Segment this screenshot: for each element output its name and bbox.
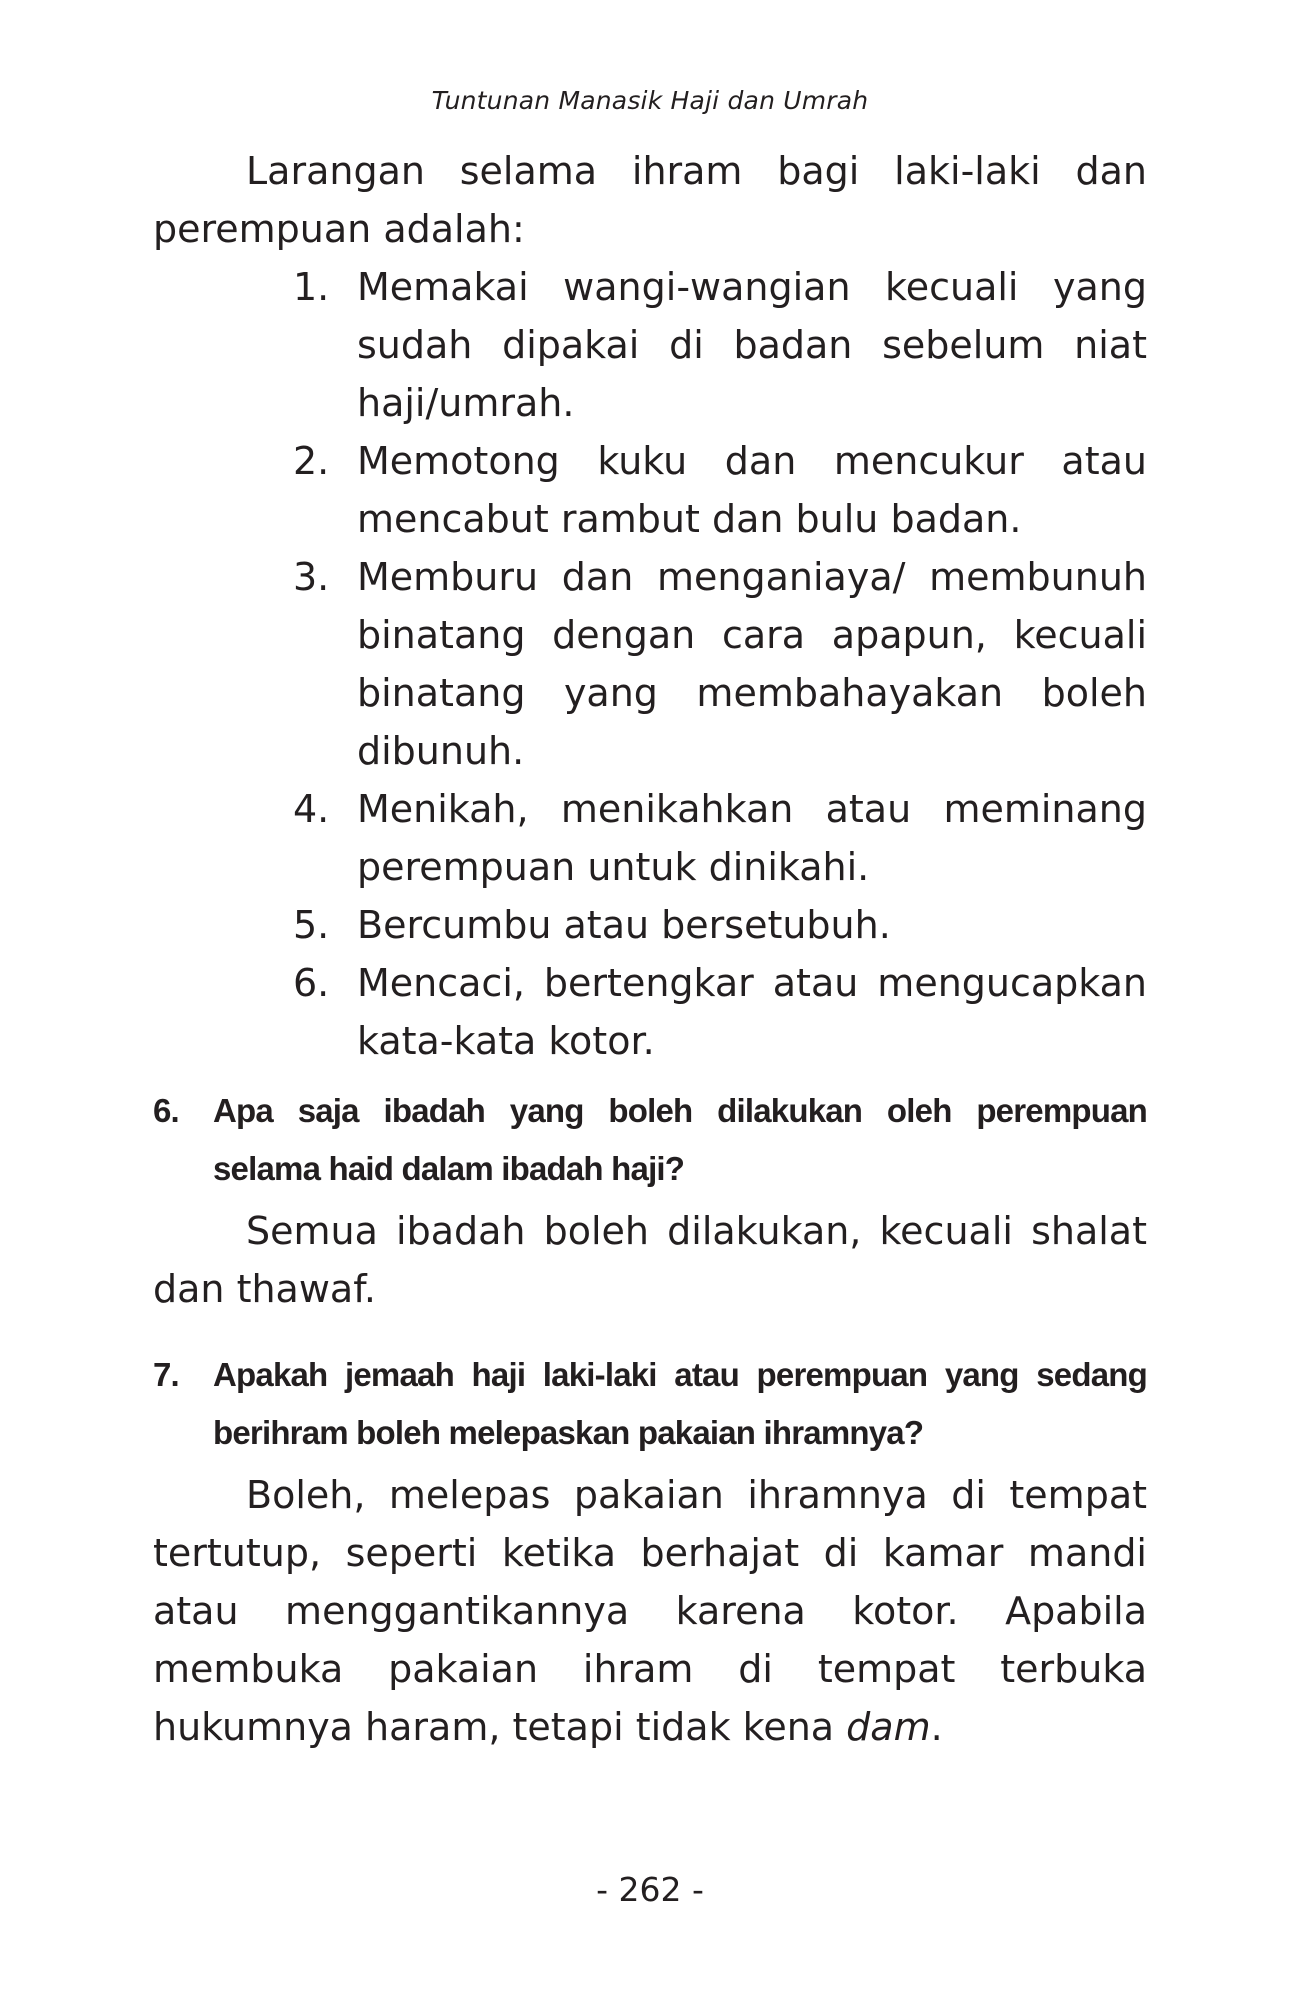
question-number: 7.	[153, 1356, 179, 1393]
list-item-text: Memburu dan menganiaya/ membunuh binatang dengan cara apapun, kecuali binatang yang membahayakan boleh dibunuh.	[357, 555, 1147, 773]
list-item-number: 6.	[293, 961, 330, 1005]
list-item-text: Bercumbu atau bersetubuh.	[357, 903, 891, 947]
answer-7-end: .	[930, 1705, 943, 1749]
list-item	[293, 258, 1147, 432]
page-number: - 262 -	[596, 1870, 704, 1909]
list-item-number: 5.	[293, 903, 330, 947]
answer-7-text: Boleh, melepas pakaian ihramnya di tempat tertutup, seperti ketika berhajat di kamar mandi atau menggantikannya karena kotor. Apabila membuka pakaian ihram di tempat terbuka hukumnya haram, tetapi tidak kena	[153, 1473, 1147, 1749]
question-number: 6.	[153, 1092, 179, 1129]
list-item-text: Memakai wangi-wangian kecuali yang sudah dipakai di badan sebelum niat haji/umrah.	[357, 265, 1147, 425]
intro-paragraph: Larangan selama ihram bagi laki-laki dan perempuan adalah:	[153, 149, 1147, 251]
question-6-heading	[153, 1082, 1147, 1198]
answer-6-paragraph: Semua ibadah boleh dilakukan, kecuali shalat dan thawaf.	[153, 1209, 1147, 1311]
question-text: Apakah jemaah haji laki-laki atau perempuan yang sedang berihram boleh melepaskan pakaian ihramnya?	[213, 1356, 1147, 1451]
list-item	[293, 548, 1147, 780]
list-item-text: Menikah, menikahkan atau meminang perempuan untuk dinikahi.	[357, 787, 1147, 889]
prohibitions-list	[153, 258, 1147, 1070]
answer-7-italic-term: dam	[846, 1705, 931, 1749]
list-item	[293, 896, 1147, 954]
answer-7-paragraph	[153, 1466, 1147, 1756]
list-item-number: 2.	[293, 439, 330, 483]
list-item-text: Mencaci, bertengkar atau mengucapkan kata-kata kotor.	[357, 961, 1147, 1063]
list-item-number: 4.	[293, 787, 330, 831]
running-header: Tuntunan Manasik Haji dan Umrah	[431, 86, 869, 115]
page-content	[153, 142, 1147, 1756]
question-7-heading	[153, 1346, 1147, 1462]
list-item-text: Memotong kuku dan mencukur atau mencabut rambut dan bulu badan.	[357, 439, 1147, 541]
list-item	[293, 954, 1147, 1070]
list-item-number: 1.	[293, 265, 330, 309]
question-text: Apa saja ibadah yang boleh dilakukan oleh perempuan selama haid dalam ibadah haji?	[213, 1092, 1147, 1187]
list-item	[293, 432, 1147, 548]
list-item-number: 3.	[293, 555, 330, 599]
list-item	[293, 780, 1147, 896]
